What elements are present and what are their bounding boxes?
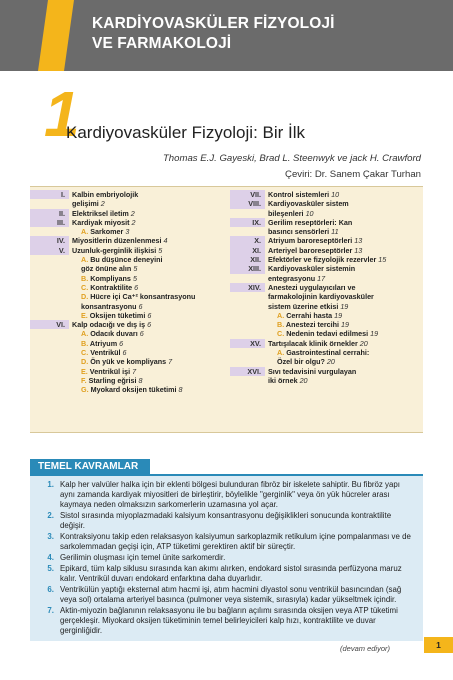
toc-entry-title: Starling eğrisi (88, 375, 137, 385)
toc-entry-text (265, 199, 423, 218)
toc-entry-letter: E. (81, 366, 88, 376)
toc-entry-page: 19 (341, 320, 350, 330)
toc-entry-title: Ön yük ve kompliyans (90, 357, 167, 367)
toc-entry-title: Tartışılacak klinik örnekler (268, 338, 358, 348)
toc-entry-number: VIII. (230, 199, 265, 208)
toc-entry (30, 292, 230, 311)
chapter-authors: Thomas E.J. Gayeski, Brad L. Steenwyk ve jack H. Crawford (162, 153, 421, 164)
toc-entry-text (265, 283, 423, 311)
toc-entry-page: 6 (122, 348, 127, 358)
concept-number: 4. (47, 553, 54, 562)
toc-entry-letter: C. (81, 348, 89, 358)
toc-entry (230, 339, 423, 348)
toc-entry-page: 10 (331, 190, 340, 199)
concept-item (30, 606, 417, 636)
toc-entry-title: Oksijen tüketimi (89, 310, 146, 320)
toc-entry-title: Efektörler ve fizyolojik rezervler (268, 255, 377, 265)
key-concepts-box (30, 456, 423, 641)
toc-entry-title: Sıvı tedavisini vurgulayan iki örnek (268, 366, 357, 385)
chapter-translator: Çeviri: Dr. Sanem Çakar Turhan (285, 169, 421, 180)
concept-text: Kalp her valvüler halka için bir eklenti bölgesi bulunduran fibröz bir iskelete sahiptir. Bu fibröz yapı aynı zamanda kardiyak miyositleri de birleştirir, böylelikle "gerginlik" veya ön yük hücreler arası kaymaya neden olmaksızın sarkomerlerin uzamasına yol açar. (60, 480, 400, 509)
toc-entry-title: Kontrol sistemleri (268, 190, 330, 199)
toc-entry (30, 311, 230, 320)
toc-entry-number: XII. (230, 255, 265, 264)
toc-left-column (30, 190, 230, 395)
section-banner (0, 0, 453, 71)
toc-entry-letter: D. (81, 357, 89, 367)
toc-entry-title: Ventrikül (90, 348, 121, 358)
toc-entry-text (265, 367, 423, 386)
toc-entry-text (69, 385, 230, 394)
toc-entry (30, 357, 230, 366)
toc-entry-page: 13 (354, 245, 363, 255)
toc-entry-number: I. (30, 190, 69, 199)
toc-entry-number: XIV. (230, 283, 265, 292)
toc-entry-page: 2 (130, 208, 135, 218)
toc-entry-text (69, 367, 230, 376)
toc-entry-text (69, 255, 230, 274)
toc-entry-letter: D. (81, 292, 89, 302)
toc-entry-title: Nedenin tedavi edilmesi (286, 329, 369, 339)
toc-entry-page: 19 (334, 310, 343, 320)
toc-entry (30, 274, 230, 283)
toc-entry-number: IX. (230, 218, 265, 227)
page-number: 1 (424, 637, 453, 653)
key-concepts-list (30, 474, 423, 641)
concept-item (30, 480, 417, 510)
toc-entry-title: Hücre içi Ca⁺² konsantrasyonu konsantrasyonu (81, 292, 196, 311)
toc-entry-text (69, 283, 230, 292)
toc-entry-title: Miyositlerin düzenlenmesi (72, 236, 162, 246)
toc-entry-page: 3 (125, 227, 130, 237)
toc-entry-text (69, 236, 230, 245)
toc-entry-text (265, 236, 423, 245)
toc-entry (30, 385, 230, 394)
concept-text: Sistol sırasında miyoplazmadaki kalsiyum konsantrasyonu değişiklikleri sonucunda kontraktilite değişir. (60, 511, 392, 530)
toc-entry-letter: A. (277, 348, 285, 358)
concept-text: Ventrikülün yaptığı eksternal atım hacmi işi, atım hacmini diyastol sonu ventrikül basıncından (sağ veya sol) ortalama arteriyel basınca (pulmoner veya sistemik, sırasıyla) kadar yükseltmek içindir. (60, 585, 402, 604)
toc-entry-letter: F. (81, 375, 87, 385)
toc-entry (230, 199, 423, 218)
toc-entry-page: 20 (359, 338, 368, 348)
toc-entry-page: 5 (158, 245, 163, 255)
toc-entry-title: Kalbin embriyolojik gelişimi (72, 190, 139, 209)
toc-entry-letter: A. (81, 329, 89, 339)
toc-entry (30, 376, 230, 385)
toc-entry-title: Kalp odacığı ve dış iş (72, 320, 146, 330)
key-concepts-header: TEMEL KAVRAMLAR (30, 459, 150, 474)
toc-entry-page: 7 (168, 357, 173, 367)
toc-entry-title: Ventrikül işi (89, 366, 131, 376)
toc-entry-page: 6 (147, 310, 152, 320)
toc-entry-page: 19 (340, 301, 349, 311)
toc-entry (230, 367, 423, 386)
toc-entry (30, 283, 230, 292)
toc-entry-text (69, 218, 230, 227)
toc-entry-text (69, 339, 230, 348)
toc-entry-text (69, 209, 230, 218)
concept-number: 2. (47, 511, 54, 520)
toc-entry (230, 246, 423, 255)
continued-note: (devam ediyor) (340, 644, 391, 653)
toc-entry-letter: C. (277, 329, 285, 339)
toc-entry-title: Gastrointestinal cerrahi: Özel bir olgu? (277, 348, 370, 367)
toc-entry-letter: B. (277, 320, 285, 330)
toc-entry-title: Odacık duvarı (90, 329, 138, 339)
toc-entry-text (265, 190, 423, 199)
toc-entry-letter: A. (81, 227, 89, 237)
toc-entry-text (69, 348, 230, 357)
toc-entry-title: Bu düşünce deneyini göz önüne alın (81, 255, 163, 274)
section-title: KARDİYOVASKÜLER FİZYOLOJİ VE FARMAKOLOJİ (92, 15, 335, 52)
toc-entry-text (69, 190, 230, 209)
toc-entry-text (265, 255, 423, 264)
toc-entry-page: 7 (132, 366, 137, 376)
toc-entry-text (69, 376, 230, 385)
toc-entry (230, 236, 423, 245)
toc-entry-title: Kompliyans (90, 273, 131, 283)
toc-entry-number: XI. (230, 246, 265, 255)
toc-entry-title: Anestezi tercihi (285, 320, 340, 330)
concept-number: 6. (47, 585, 54, 594)
toc-entry-title: Atriyum baroreseptörleri (268, 236, 353, 246)
toc-right-column (230, 190, 423, 385)
toc-entry-title: Myokard oksijen tüketimi (90, 385, 177, 395)
toc-entry-page: 19 (370, 329, 379, 339)
toc-entry-text (265, 348, 423, 367)
toc-entry (30, 246, 230, 255)
toc-entry-letter: G. (81, 385, 89, 395)
toc-entry-page: 6 (147, 320, 152, 330)
toc-entry-letter: E. (81, 310, 88, 320)
concept-item (30, 585, 417, 605)
toc-entry-text (69, 274, 230, 283)
toc-entry-page: 4 (163, 236, 168, 246)
toc-entry-page: 10 (305, 208, 314, 218)
toc-entry (230, 190, 423, 199)
concept-number: 5. (47, 564, 54, 573)
toc-entry-text (69, 292, 230, 311)
toc-entry-number: III. (30, 218, 69, 227)
toc-entry-letter: A. (81, 255, 89, 265)
toc-entry-page: 5 (133, 264, 138, 274)
concept-number: 1. (47, 480, 54, 489)
toc-entry-text (265, 218, 423, 237)
toc-entry-title: Anestezi uygulayıcıları ve farmakolojinin kardiyovasküler sistem üzerine etkisi (268, 282, 374, 311)
toc-entry-number: VII. (230, 190, 265, 199)
toc-entry (30, 329, 230, 338)
toc-entry-text (69, 357, 230, 366)
toc-entry-text (69, 246, 230, 255)
toc-entry-page: 11 (331, 227, 339, 237)
toc-entry-number: VI. (30, 320, 69, 329)
concept-text: Gerilimin oluşması için temel ünite sarkomerdir. (60, 553, 226, 562)
toc-entry (230, 311, 423, 320)
toc-entry-letter: B. (81, 273, 89, 283)
toc-entry-text (265, 246, 423, 255)
toc-entry-page: 8 (138, 375, 143, 385)
toc-entry (230, 329, 423, 338)
chapter-number: 1 (44, 78, 80, 150)
toc-entry-letter: B. (81, 338, 89, 348)
toc-entry-page: 6 (119, 338, 124, 348)
toc-entry-number: IV. (30, 236, 69, 245)
toc-entry-text (265, 320, 423, 329)
table-of-contents (30, 186, 423, 433)
toc-entry (30, 339, 230, 348)
toc-entry (230, 218, 423, 237)
toc-entry-page: 15 (378, 255, 387, 265)
toc-entry-title: Uzunluk-gerginlik ilişkisi (72, 245, 157, 255)
toc-entry-title: Cerrahi hasta (286, 310, 333, 320)
toc-entry (230, 264, 423, 283)
toc-entry-text (69, 227, 230, 236)
toc-entry (230, 283, 423, 311)
toc-entry-page: 6 (139, 329, 144, 339)
toc-entry-text (265, 329, 423, 338)
toc-entry-text (265, 339, 423, 348)
toc-entry-number: XV. (230, 339, 265, 348)
toc-entry (30, 367, 230, 376)
toc-entry-number: X. (230, 236, 265, 245)
concept-number: 7. (47, 606, 54, 615)
toc-entry-title: Sarkomer (90, 227, 124, 237)
toc-entry-text (265, 264, 423, 283)
toc-entry-page: 5 (132, 273, 137, 283)
toc-entry-text (265, 311, 423, 320)
toc-entry-title: Kardiyak miyosit (72, 217, 130, 227)
concept-item (30, 511, 417, 531)
section-accent-bar (38, 0, 74, 71)
toc-entry (30, 320, 230, 329)
toc-entry (30, 255, 230, 274)
toc-entry (230, 255, 423, 264)
toc-entry-number: V. (30, 246, 69, 255)
toc-entry-page: 13 (354, 236, 363, 246)
toc-entry-letter: C. (81, 282, 89, 292)
chapter-title: Kardiyovasküler Fizyoloji: Bir İlk (66, 123, 306, 142)
toc-entry-page: 20 (299, 375, 308, 385)
toc-entry-number: XVI. (230, 367, 265, 376)
toc-entry-page: 20 (326, 357, 335, 367)
toc-entry-title: Kardiyovasküler sistem bileşenleri (268, 199, 349, 218)
toc-entry-title: Kontraktilite (90, 282, 133, 292)
toc-entry (30, 348, 230, 357)
toc-entry (30, 190, 230, 209)
toc-entry (30, 227, 230, 236)
toc-entry-page: 2 (131, 217, 136, 227)
toc-entry-title: Kardiyovasküler sistemin entegrasyonu (268, 264, 356, 283)
concept-item (30, 553, 417, 563)
toc-entry-page: 17 (317, 273, 326, 283)
toc-entry-title: Arteriyel baroreseptörler (268, 245, 353, 255)
toc-entry-text (69, 329, 230, 338)
toc-entry (230, 348, 423, 367)
concept-text: Epikard, tüm kalp siklusu sırasında kan akımı alırken, endokard sistol sırasında perfüzyona maruz kalır. Ventrikül duvarı endokard enfarktına daha duyarlıdır. (60, 564, 402, 583)
toc-entry (30, 218, 230, 227)
toc-entry-title: Atriyum (89, 338, 118, 348)
toc-entry-page: 8 (178, 385, 183, 395)
toc-entry (30, 209, 230, 218)
concept-text: Kontraksiyonu takip eden relaksasyon kalsiyumun sarkoplazmik retikulum içine pompalanması ve de sarkolemmadan geçişi için, ATP tüketimi gerektiren aktif bir süreçtir. (60, 532, 411, 551)
toc-entry-page: 6 (134, 282, 139, 292)
toc-entry-letter: A. (277, 310, 285, 320)
toc-entry-number: II. (30, 209, 69, 218)
toc-entry-page: 6 (138, 301, 143, 311)
toc-entry-text (69, 320, 230, 329)
toc-entry-title: Elektriksel iletim (72, 208, 129, 218)
toc-entry-number: XIII. (230, 264, 265, 273)
concept-number: 3. (47, 532, 54, 541)
toc-entry-page: 2 (100, 199, 105, 209)
toc-entry-title: Gerilim reseptörleri: Kan basıncı sensörleri (268, 217, 353, 237)
concept-text: Aktin-miyozin bağlanının relaksasyonu ile bu bağların açılımı sırasında oksijen veya ATP tüketimi gerçekleşir. Miyokard oksijen tüketiminin temel belirleyicileri kalp hızı, kontraktilite ve duvar gerginliğidir. (60, 606, 398, 635)
concept-item (30, 564, 417, 584)
toc-entry-text (69, 311, 230, 320)
concept-item (30, 532, 417, 552)
toc-entry (30, 236, 230, 245)
toc-entry (230, 320, 423, 329)
